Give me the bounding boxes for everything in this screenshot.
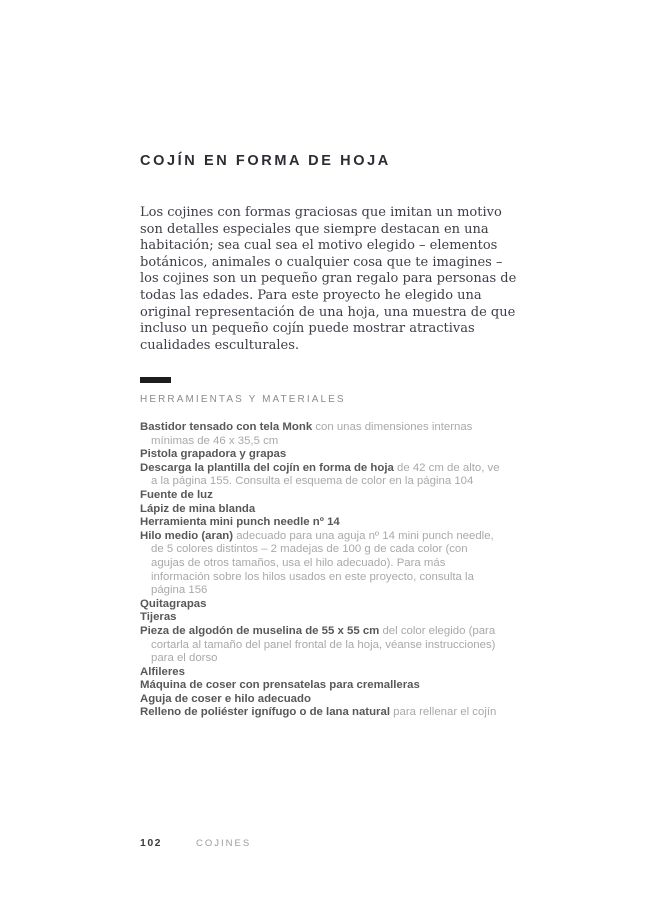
intro-paragraph: Los cojines con formas graciosas que imitan un motivo son detalles especiales que siempre destacan en una habitación; sea cual sea el motivo elegido – elementos botánicos, animales o cualquier cosa que te imagines – los cojines son un pequeño gran regalo para personas de todas las edades. Para este proyecto he elegido una original representación de una hoja, una muestra de que incluso un pequeño cojín puede mostrar atractivas cualidades esculturales. xyxy=(140,205,517,353)
material-name: Aguja de coser e hilo adecuado xyxy=(140,692,311,705)
material-item xyxy=(140,448,500,462)
material-name: Fuente de luz xyxy=(140,488,213,501)
material-item xyxy=(140,679,500,693)
chapter-label: COJINES xyxy=(196,838,252,849)
material-detail: con unas dimensiones internas mínimas de 46 x 35,5 cm xyxy=(151,421,473,447)
material-name: Alfileres xyxy=(140,665,185,678)
page-title: COJÍN EN FORMA DE HOJA xyxy=(140,153,391,169)
section-heading: HERRAMIENTAS Y MATERIALES xyxy=(140,394,346,405)
materials-list xyxy=(140,421,500,720)
material-name: Pistola grapadora y grapas xyxy=(140,448,287,461)
material-detail: del color elegido (para cortarla al tamaño del panel frontal de la hoja, véanse instrucciones) para el dorso xyxy=(151,624,496,665)
material-name: Tijeras xyxy=(140,611,177,624)
material-item xyxy=(140,625,500,666)
material-item xyxy=(140,598,500,612)
material-name: Hilo medio (aran) xyxy=(140,529,234,542)
material-name: Bastidor tensado con tela Monk xyxy=(140,421,313,433)
material-detail: de 42 cm de alto, ve a la página 155. Consulta el esquema de color en la página 104 xyxy=(151,461,500,488)
section-rule xyxy=(140,377,171,383)
material-item xyxy=(140,503,500,517)
material-detail: adecuado para una aguja nº 14 mini punch needle, de 5 colores distintos – 2 madejas de 100 g de cada color (con agujas de otros tamaños, usa el hilo adecuado). Para más información sobre los hilos usados en este proyecto, consulta la página 156 xyxy=(151,529,494,597)
material-name: Relleno de poliéster ignífugo o de lana natural xyxy=(140,706,390,719)
material-name: Máquina de coser con prensatelas para cremalleras xyxy=(140,679,420,692)
material-name: Pieza de algodón de muselina de 55 x 55 cm xyxy=(140,624,380,637)
material-name: Herramienta mini punch needle nº 14 xyxy=(140,516,340,529)
material-detail: para rellenar el cojín xyxy=(390,706,497,719)
material-name: Descarga la plantilla del cojín en forma de hoja xyxy=(140,461,394,474)
material-item xyxy=(140,611,500,625)
page-footer xyxy=(140,833,520,851)
material-item xyxy=(140,693,500,707)
material-name: Quitagrapas xyxy=(140,597,207,610)
material-name: Lápiz de mina blanda xyxy=(140,502,256,515)
material-item xyxy=(140,421,500,448)
page-number: 102 xyxy=(140,837,163,849)
material-item xyxy=(140,516,500,530)
material-item xyxy=(140,489,500,503)
material-item xyxy=(140,706,500,720)
material-item xyxy=(140,530,500,598)
material-item xyxy=(140,666,500,680)
material-item xyxy=(140,462,500,489)
